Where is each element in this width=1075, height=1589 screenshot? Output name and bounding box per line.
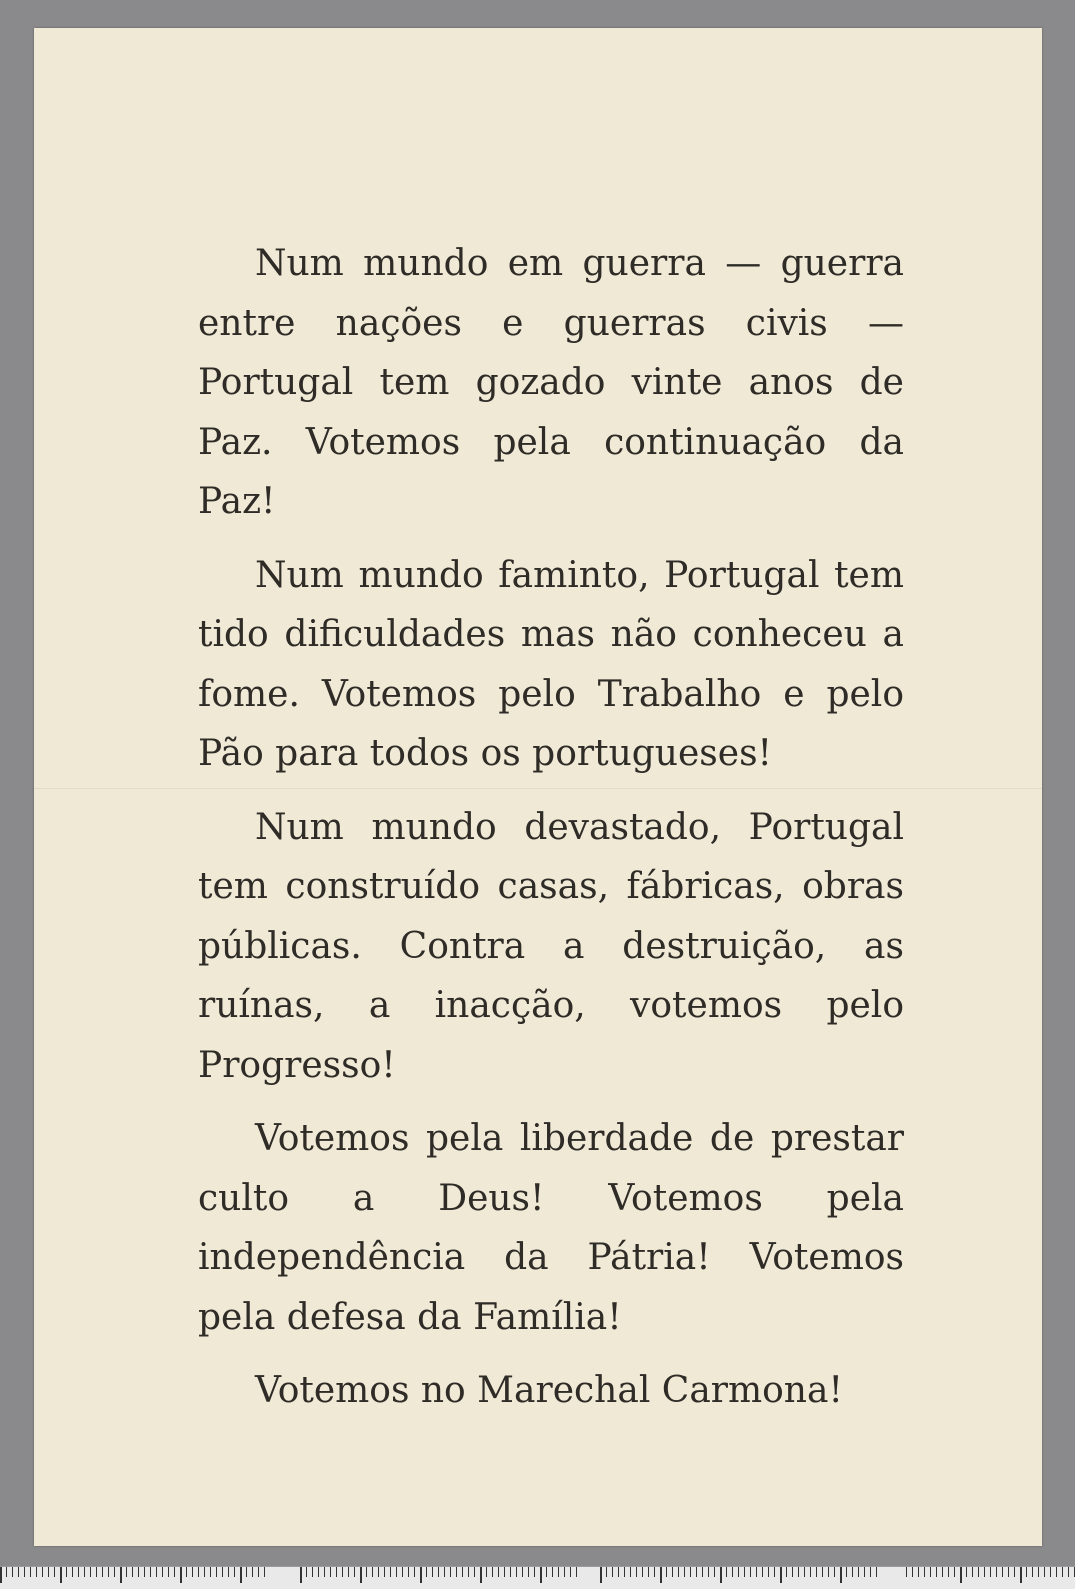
document-sheet xyxy=(34,28,1042,1546)
paragraph-peace: Num mundo em guerra — guerra entre nações e guerras civis — Portugal tem gozado vinte anos de Paz. Votemos pela continuação da Paz! xyxy=(198,243,904,522)
paragraph-hunger: Num mundo faminto, Portugal tem tido dificuldades mas não conheceu a fome. Votemos pelo Trabalho e pelo Pão para todos os portugueses! xyxy=(198,554,904,774)
ruler-gap xyxy=(580,1567,598,1589)
ruler-gap xyxy=(880,1567,906,1589)
closing-line: Votemos no Marechal Carmona! xyxy=(255,1370,843,1411)
document-body xyxy=(198,234,904,1435)
paragraph-progress: Num mundo devastado, Portugal tem construído casas, fábricas, obras públicas. Contra a destruição, as ruínas, a inacção, votemos pelo Progresso! xyxy=(198,806,904,1086)
ruler-major-ticks xyxy=(0,1567,1075,1583)
scale-ruler xyxy=(0,1566,1075,1589)
ruler-gap xyxy=(270,1567,300,1589)
paragraph-freedom: Votemos pela liberdade de prestar culto a Deus! Votemos pela independência da Pátria! Votemos pela defesa da Família! xyxy=(198,1118,904,1338)
